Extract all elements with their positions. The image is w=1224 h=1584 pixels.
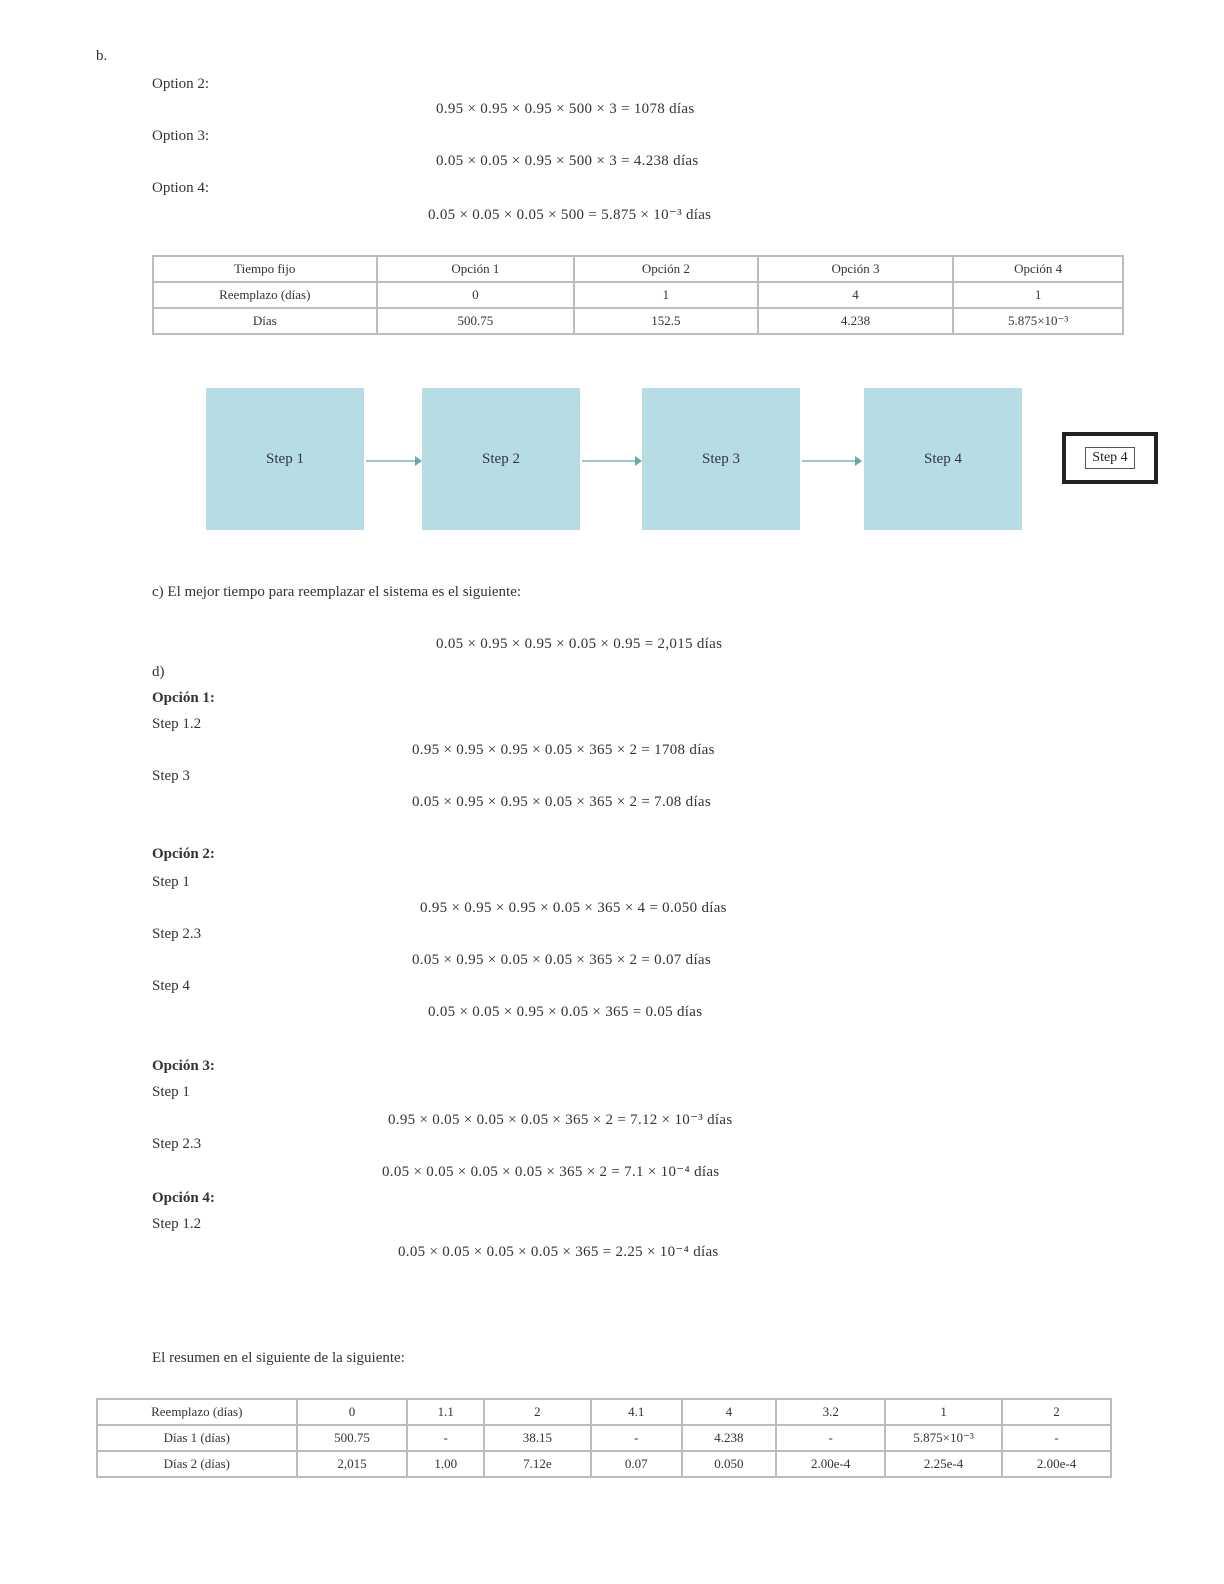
table-cell: 2 [1002,1399,1111,1425]
table-cell: Opción 2 [574,256,758,282]
table-row [97,1399,1111,1425]
step-label: Step 2.3 [152,1136,202,1152]
option-label: Option 2: [152,76,210,92]
table-cell: Opción 3 [758,256,954,282]
table-row [153,282,1123,308]
step-equation: 0.05 × 0.05 × 0.05 × 0.05 × 365 × 2 = 7.1 × 10⁻⁴ días [382,1164,720,1180]
table-cell: 4.1 [591,1399,682,1425]
table-cell: 4.238 [682,1425,777,1451]
table-cell: Opción 1 [377,256,575,282]
option-equation: 0.05 × 0.05 × 0.95 × 500 × 3 = 4.238 días [436,153,699,169]
table-cell: 2.00e-4 [1002,1451,1111,1477]
table-row [97,1425,1111,1451]
table-cell: 2.25e-4 [885,1451,1002,1477]
step-equation: 0.95 × 0.95 × 0.95 × 0.05 × 365 × 2 = 1708 días [412,742,715,758]
table-cell: - [1002,1425,1111,1451]
step-equation: 0.05 × 0.05 × 0.05 × 0.05 × 365 = 2.25 × 10⁻⁴ días [398,1244,719,1260]
option-equation: 0.05 × 0.05 × 0.05 × 500 = 5.875 × 10⁻³ días [428,207,712,223]
table-cell: 500.75 [297,1425,408,1451]
summary-heading: El resumen en el siguiente de la siguiente: [152,1350,405,1366]
table-cell: 500.75 [377,308,575,334]
option-label: Option 3: [152,128,210,144]
table-row [153,256,1123,282]
step-label: Step 4 [152,978,190,994]
table-cell: 1.00 [407,1451,484,1477]
step-label: Step 2.3 [152,926,202,942]
table-cell: 1 [885,1399,1002,1425]
table-cell: - [776,1425,885,1451]
table-cell: 5.875×10⁻³ [953,308,1123,334]
group-title: Opción 2: [152,846,215,862]
table-cell: 3.2 [776,1399,885,1425]
step-equation: 0.95 × 0.05 × 0.05 × 0.05 × 365 × 2 = 7.12 × 10⁻³ días [388,1112,733,1128]
node-label: Step 4 [924,450,962,467]
step-label: Step 3 [152,768,190,784]
node-label: Step 1 [266,450,304,467]
diagram-node-3 [642,388,800,530]
node-label: Step 2 [482,450,520,467]
table-cell: 2 [484,1399,591,1425]
table-cell: Días 1 (días) [97,1425,297,1451]
page-marker: b. [96,48,108,64]
table-cell: 0 [377,282,575,308]
diagram-node-1 [206,388,364,530]
step-label: Step 1 [152,874,190,890]
group-title: Opción 1: [152,690,215,706]
table-cell: 1 [953,282,1123,308]
table-cell: - [591,1425,682,1451]
table-cell: Reemplazo (días) [153,282,377,308]
table-cell: 0 [297,1399,408,1425]
table-cell: 7.12e [484,1451,591,1477]
table-cell: 2,015 [297,1451,408,1477]
table-cell: Tiempo fijo [153,256,377,282]
table-cell: 4 [682,1399,777,1425]
table-cell: Opción 4 [953,256,1123,282]
section-d-marker: d) [152,664,165,680]
connector-arrow [582,460,640,462]
connector-arrow [366,460,420,462]
step-label: Step 1.2 [152,716,202,732]
output-box [1062,432,1158,484]
group-title: Opción 4: [152,1190,215,1206]
table-row [97,1451,1111,1477]
section-c-heading: c) El mejor tiempo para reemplazar el sistema es el siguiente: [152,584,522,600]
table-cell: 152.5 [574,308,758,334]
step-label: Step 1.2 [152,1216,202,1232]
group-title: Opción 3: [152,1058,215,1074]
table-cell: 1.1 [407,1399,484,1425]
table-cell: 4.238 [758,308,954,334]
table-cell: Días [153,308,377,334]
option-equation: 0.95 × 0.95 × 0.95 × 500 × 3 = 1078 días [436,101,695,117]
table-cell: 4 [758,282,954,308]
table-cell: 0.050 [682,1451,777,1477]
diagram-node-2 [422,388,580,530]
table-cell: 5.875×10⁻³ [885,1425,1002,1451]
diagram-node-4 [864,388,1022,530]
step-equation: 0.05 × 0.05 × 0.95 × 0.05 × 365 = 0.05 días [428,1004,703,1020]
node-label: Step 3 [702,450,740,467]
step-equation: 0.95 × 0.95 × 0.95 × 0.05 × 365 × 4 = 0.050 días [420,900,727,916]
step-label: Step 1 [152,1084,190,1100]
output-label: Step 4 [1085,447,1134,469]
table-row [153,308,1123,334]
table-cell: 2.00e-4 [776,1451,885,1477]
step-equation: 0.05 × 0.95 × 0.05 × 0.05 × 365 × 2 = 0.07 días [412,952,712,968]
table-cell: - [407,1425,484,1451]
step-equation: 0.05 × 0.95 × 0.95 × 0.05 × 365 × 2 = 7.08 días [412,794,712,810]
summary-table [96,1398,1112,1478]
table-cell: 38.15 [484,1425,591,1451]
table-cell: Reemplazo (días) [97,1399,297,1425]
section-c-equation: 0.05 × 0.95 × 0.95 × 0.05 × 0.95 = 2,015 días [436,636,723,652]
connector-arrow [802,460,860,462]
table-cell: 1 [574,282,758,308]
table-cell: 0.07 [591,1451,682,1477]
options-table [152,255,1124,335]
table-cell: Días 2 (días) [97,1451,297,1477]
option-label: Option 4: [152,180,210,196]
